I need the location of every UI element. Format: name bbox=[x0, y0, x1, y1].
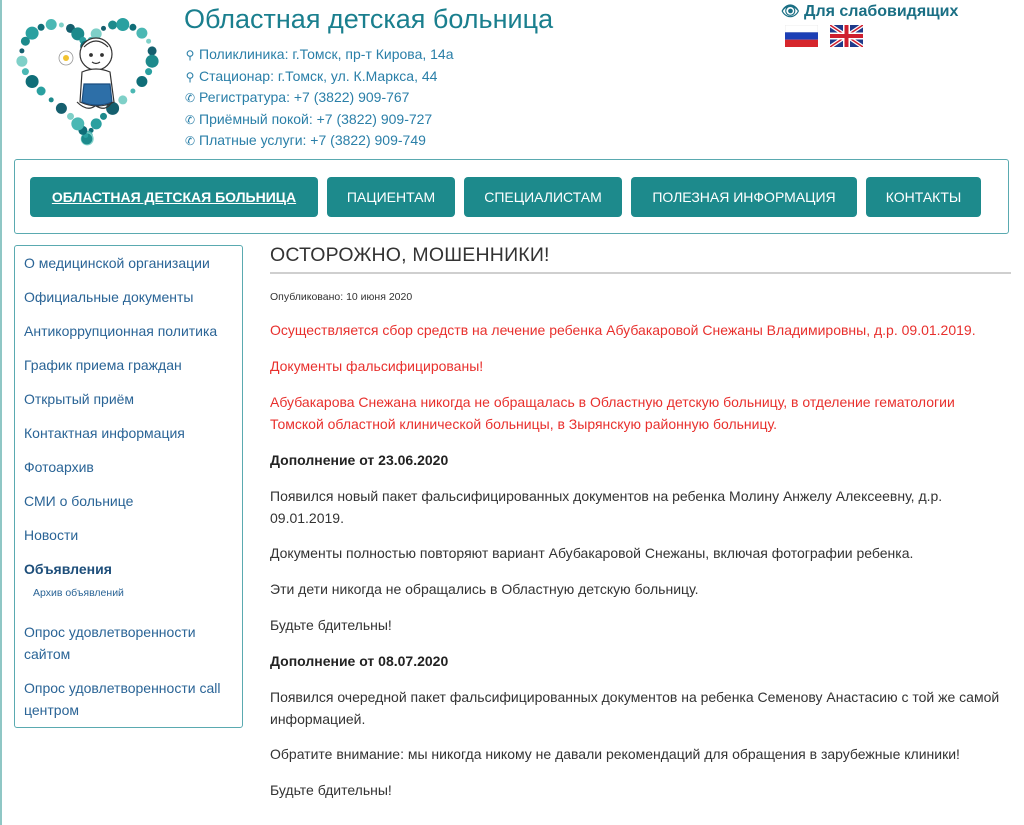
logo-dot bbox=[136, 76, 147, 87]
logo-dot bbox=[130, 89, 135, 94]
addendum-heading: Дополнение от 08.07.2020 bbox=[270, 653, 449, 669]
logo-dot bbox=[38, 24, 45, 31]
sidebar-menu bbox=[14, 245, 243, 728]
logo-dot bbox=[67, 113, 74, 120]
logo-dot bbox=[101, 26, 106, 31]
sidebar-item-media[interactable]: СМИ о больнице bbox=[24, 493, 134, 509]
nav-contacts[interactable]: КОНТАКТЫ bbox=[866, 177, 981, 217]
hospital-logo[interactable] bbox=[14, 2, 160, 148]
published-date: Опубликовано: 10 июня 2020 bbox=[270, 291, 413, 303]
sidebar-item-documents[interactable]: Официальные документы bbox=[24, 289, 194, 305]
logo-dot bbox=[26, 27, 39, 40]
sidebar-item-anticorruption[interactable]: Антикоррупционная политика bbox=[24, 323, 218, 339]
logo-dot bbox=[136, 28, 147, 39]
logo-dot bbox=[116, 18, 129, 31]
logo-dot bbox=[108, 21, 117, 30]
nav-useful-info[interactable]: ПОЛЕЗНАЯ ИНФОРМАЦИЯ bbox=[631, 177, 857, 217]
sidebar-subitem-archive[interactable]: Архив объявлений bbox=[33, 587, 124, 599]
uk-flag-icon[interactable] bbox=[830, 25, 863, 47]
contact-text: Стационар: г.Томск, ул. К.Маркса, 44 bbox=[199, 67, 438, 84]
contact-text: Поликлиника: г.Томск, пр-т Кирова, 14а bbox=[199, 46, 454, 62]
article-paragraph: Будьте бдительны! bbox=[270, 617, 392, 633]
contact-registry-phone bbox=[184, 87, 454, 109]
contact-polyclinic bbox=[184, 44, 454, 66]
contact-hospital bbox=[184, 66, 454, 88]
article-paragraph: Появился новый пакет фальсифицированных документов на ребенка Молину Анжелу Алексеевну, д.р. 09.01.2019. bbox=[270, 488, 943, 526]
article-paragraph: Абубакарова Снежана никогда не обращалась в Областную детскую больницу, в отделение гематологии Томской областной клинической больницы, в Зырянскую районную больницу. bbox=[270, 394, 955, 432]
logo-dot bbox=[145, 68, 152, 75]
contact-list bbox=[184, 44, 454, 152]
map-marker-icon: ⚲ bbox=[185, 48, 195, 62]
sidebar-item-callcenter-survey[interactable]: Опрос удовлетворенности call центром bbox=[24, 680, 221, 718]
logo-dot bbox=[26, 75, 39, 88]
sidebar-item-schedule[interactable]: График приема граждан bbox=[24, 357, 182, 373]
article-paragraph: Появился очередной пакет фальсифицированных документов на ребенка Семенову Анастасию с той же самой информацией. bbox=[270, 689, 1000, 727]
logo-dot bbox=[49, 97, 54, 102]
logo-dot bbox=[146, 55, 159, 68]
article-paragraph: Осуществляется сбор средств на лечение ребенка Абубакаровой Снежаны Владимировны, д.р. 09.01.2019. bbox=[270, 322, 976, 338]
eye-icon: 👁 bbox=[781, 3, 801, 20]
map-marker-icon: ⚲ bbox=[185, 69, 195, 84]
title-divider bbox=[270, 272, 1011, 274]
logo-dot bbox=[91, 118, 102, 129]
contact-text: Платные услуги: +7 (3822) 909-749 bbox=[199, 132, 426, 148]
phone-icon: ✆ bbox=[184, 91, 196, 105]
article-paragraph: Обратите внимание: мы никогда никому не давали рекомендаций для обращения в зарубежные клиники! bbox=[270, 746, 960, 762]
logo-dot bbox=[118, 95, 127, 104]
page-left-border bbox=[0, 0, 2, 825]
logo-dot bbox=[148, 46, 157, 55]
logo-dot bbox=[56, 103, 67, 114]
site-title[interactable]: Областная детская больница bbox=[184, 4, 554, 34]
contact-paid-services-phone bbox=[184, 130, 454, 152]
contact-reception-phone bbox=[184, 109, 454, 131]
baby-illustration bbox=[77, 38, 114, 108]
logo-dot bbox=[16, 56, 27, 67]
addendum-heading: Дополнение от 23.06.2020 bbox=[270, 452, 449, 468]
nav-hospital[interactable]: ОБЛАСТНАЯ ДЕТСКАЯ БОЛЬНИЦА bbox=[30, 177, 318, 217]
logo-dot bbox=[37, 87, 46, 96]
contact-text: Приёмный покой: +7 (3822) 909-727 bbox=[199, 110, 433, 127]
logo-dot bbox=[71, 117, 84, 130]
ru-flag-icon[interactable] bbox=[785, 25, 818, 47]
logo-dot bbox=[100, 113, 107, 120]
logo-dot bbox=[46, 19, 57, 30]
main-navbar bbox=[14, 159, 1009, 234]
article-paragraph: Документы полностью повторяют вариант Абубакаровой Снежаны, включая фотографии ребенка. bbox=[270, 545, 914, 561]
phone-icon: ✆ bbox=[184, 134, 196, 148]
phone-icon: ✆ bbox=[184, 112, 196, 127]
sidebar-item-contact-info[interactable]: Контактная информация bbox=[24, 425, 185, 441]
sidebar-item-news[interactable]: Новости bbox=[24, 527, 79, 543]
logo-dot bbox=[146, 39, 151, 44]
sidebar-item-announcements[interactable]: Объявления bbox=[24, 561, 112, 577]
logo-dot bbox=[19, 48, 24, 53]
sidebar-item-about[interactable]: О медицинской организации bbox=[24, 255, 210, 271]
nav-patients[interactable]: ПАЦИЕНТАМ bbox=[327, 177, 455, 217]
sidebar-item-site-survey[interactable]: Опрос удовлетворенности сайтом bbox=[24, 624, 196, 662]
article-paragraph: Будьте бдительны! bbox=[270, 782, 392, 798]
article-title: ОСТОРОЖНО, МОШЕННИКИ! bbox=[270, 244, 550, 266]
article-paragraph: Документы фальсифицированы! bbox=[270, 358, 484, 374]
logo-dot bbox=[22, 68, 29, 75]
logo-dot bbox=[129, 24, 136, 31]
logo-dot bbox=[59, 23, 64, 28]
sidebar-item-photo-archive[interactable]: Фотоархив bbox=[24, 459, 94, 475]
article-paragraph: Эти дети никогда не обращались в Областную детскую больницу. bbox=[270, 581, 699, 597]
visually-impaired-link[interactable] bbox=[781, 2, 958, 21]
contact-text: Регистратура: +7 (3822) 909-767 bbox=[199, 89, 410, 105]
daisy-flower bbox=[59, 51, 73, 65]
sidebar-item-open-reception[interactable]: Открытый приём bbox=[24, 391, 135, 407]
visually-impaired-label: Для слабовидящих bbox=[804, 3, 959, 20]
nav-specialists[interactable]: СПЕЦИАЛИСТАМ bbox=[464, 177, 622, 217]
